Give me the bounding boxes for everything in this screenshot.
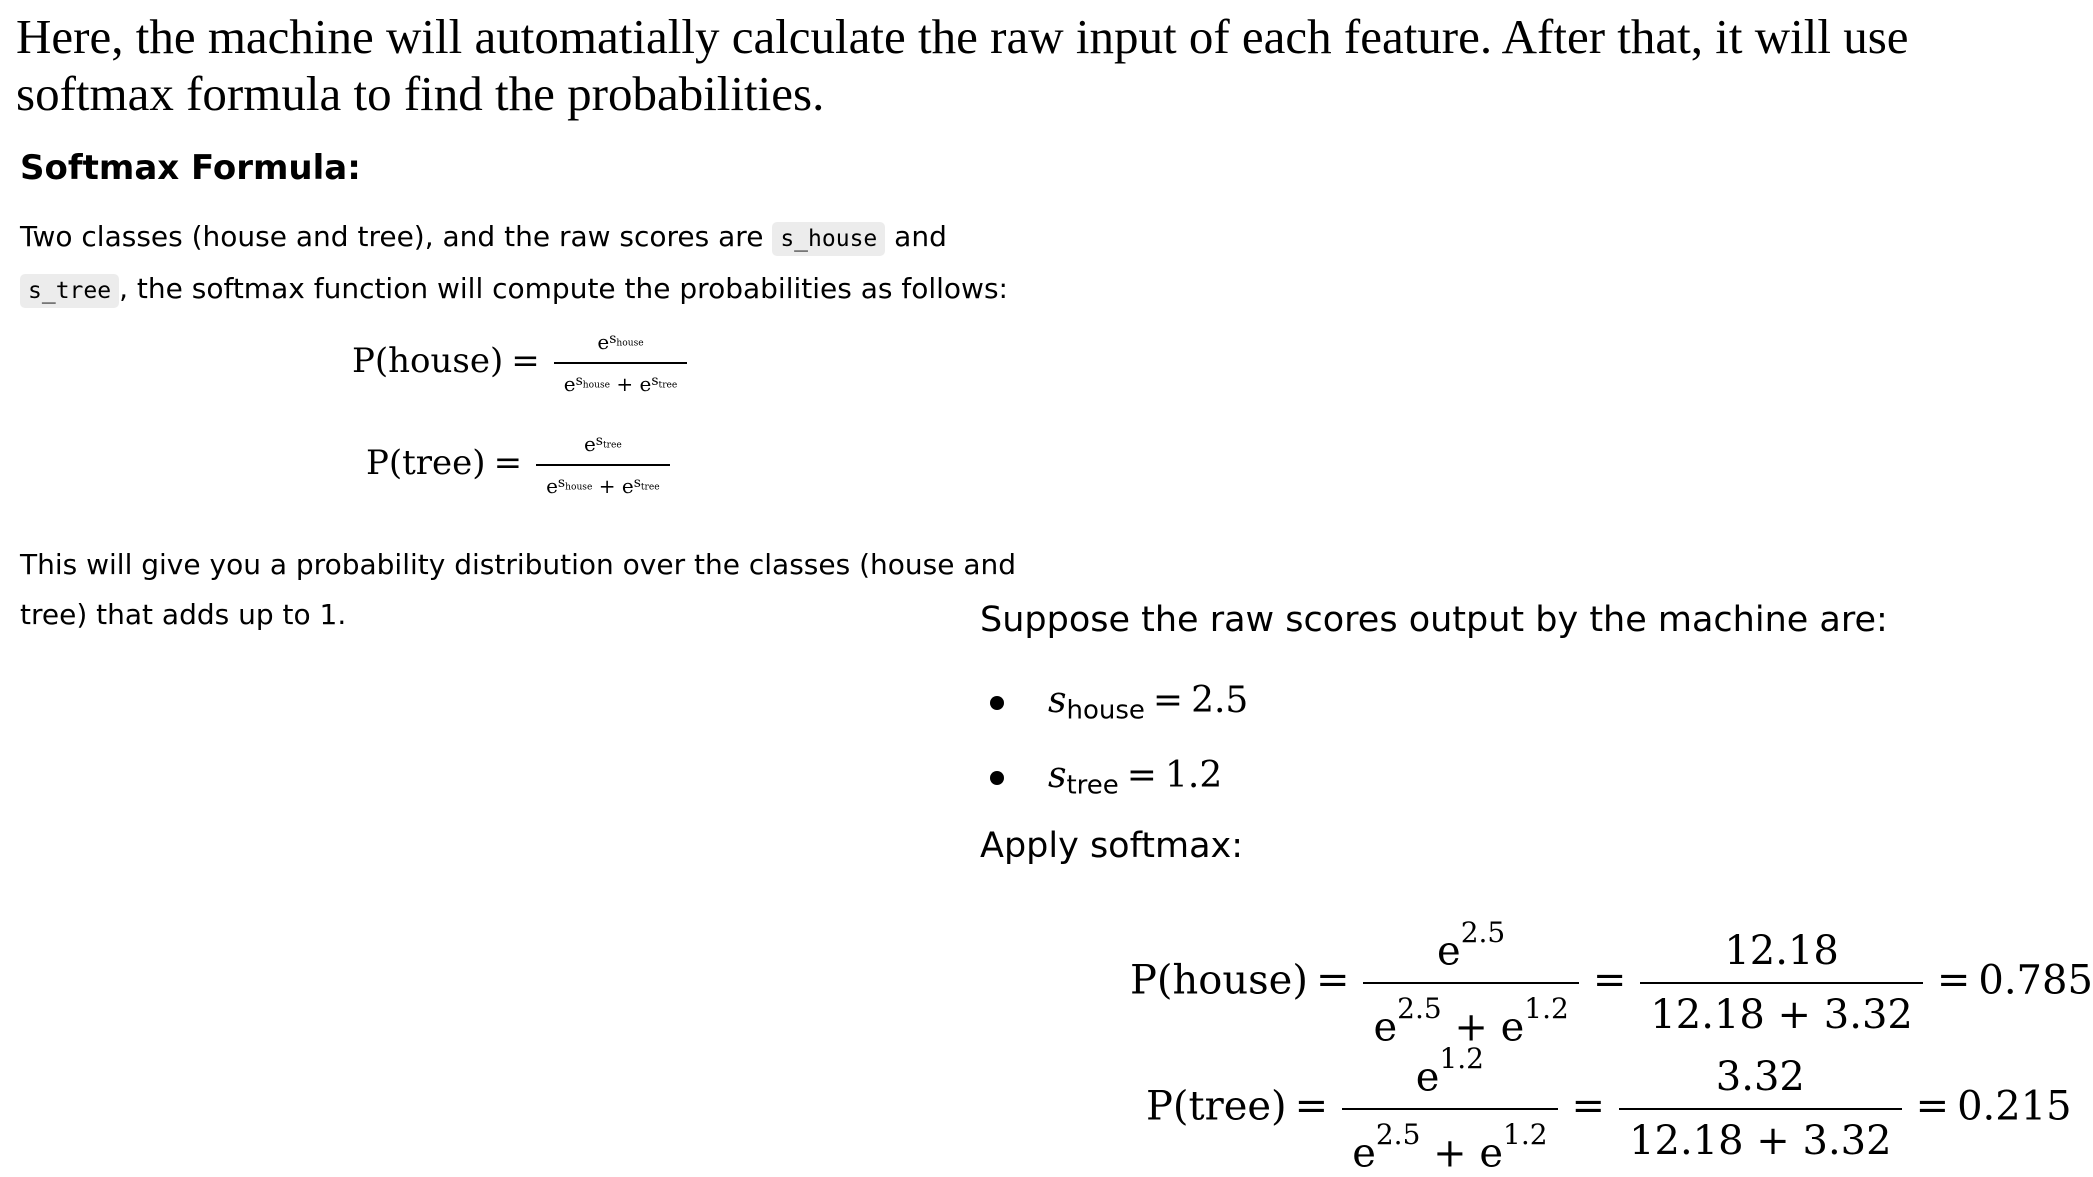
equals-sign: = xyxy=(1126,754,1157,796)
sub-house: house xyxy=(582,379,611,390)
exp-s-tree xyxy=(634,475,660,491)
denominator: $e^{2.5} + e^{1.2}$ xyxy=(1342,1108,1557,1176)
bullet-icon xyxy=(990,696,1004,710)
e-symbol: e xyxy=(563,372,576,396)
exp-s-house xyxy=(609,331,643,347)
calc-tree-lhs: P(tree) xyxy=(1146,1083,1287,1130)
formula-house xyxy=(352,330,693,396)
calc-tree-exp-fraction xyxy=(1342,1042,1557,1177)
denominator: $e^{2.5} + e^{1.2}$ xyxy=(1363,982,1578,1050)
exponent: 1.2 xyxy=(1439,1042,1484,1075)
formula-house-numerator xyxy=(587,330,653,362)
plus-sign: + xyxy=(616,372,634,396)
scores-list xyxy=(990,665,1248,815)
equals-sign: = xyxy=(1936,957,1971,1004)
numerator: 12.18 xyxy=(1724,928,1839,975)
bullet-icon xyxy=(990,771,1004,785)
formula-house-fraction xyxy=(554,330,688,396)
plus-sign: + xyxy=(1454,1004,1488,1051)
code-s-tree: s_tree xyxy=(20,274,119,308)
formula-tree-denominator xyxy=(536,464,670,498)
equals-sign: = xyxy=(1152,679,1184,721)
calc-house-value-fraction xyxy=(1640,928,1923,1038)
description-text-3: , the softmax function will compute the probabilities as follows: xyxy=(119,272,1008,305)
code-s-house: s_house xyxy=(772,222,885,256)
formula-tree-lhs: P(tree) xyxy=(366,443,486,483)
exponent: 2.5 xyxy=(1375,1118,1421,1152)
apply-label: Apply softmax: xyxy=(980,826,1244,866)
exponent: 1.2 xyxy=(1503,1118,1548,1152)
formula-tree-numerator xyxy=(574,432,632,464)
equals-sign: = xyxy=(1315,957,1350,1004)
list-item xyxy=(990,665,1248,740)
description-text-1: Two classes (house and tree), and the raw scores are xyxy=(20,220,773,253)
calc-house-result: 0.785 xyxy=(1978,957,2093,1004)
exponent: 2.5 xyxy=(1460,916,1506,949)
exp-s-house xyxy=(558,475,592,491)
s-symbol: s xyxy=(595,432,603,449)
softmax-description xyxy=(20,212,1020,316)
s-symbol: s xyxy=(651,372,659,389)
e-symbol: e xyxy=(546,474,558,498)
denominator: 12.18 + 3.32 xyxy=(1640,982,1923,1038)
formula-tree-eq: = xyxy=(493,443,523,483)
calc-tree-value-fraction xyxy=(1619,1054,1902,1164)
sub-tree: tree xyxy=(1066,770,1119,801)
calc-house-lhs: P(house) xyxy=(1130,957,1308,1004)
e-symbol: e xyxy=(597,330,610,354)
formula-tree xyxy=(366,432,676,498)
equals-sign: = xyxy=(1294,1083,1329,1130)
intro-text: Here, the machine will automatially calculate the raw input of each feature. After that, it will use softmax formula to find the probabilities. xyxy=(16,9,1909,121)
numerator: $e^{1.2}$ xyxy=(1415,1042,1484,1101)
exp-s-house xyxy=(576,373,610,389)
equals-sign: = xyxy=(1571,1083,1606,1130)
sub-house: house xyxy=(616,337,644,348)
numerator: $e^{2.5}$ xyxy=(1437,916,1506,975)
example-heading: Suppose the raw scores output by the machine are: xyxy=(980,600,1888,640)
plus-sign: + xyxy=(598,474,616,498)
calc-house-exp-fraction xyxy=(1363,916,1578,1051)
score-tree xyxy=(1048,755,1222,801)
numerator: 3.32 xyxy=(1715,1054,1805,1101)
s-symbol: s xyxy=(1048,754,1067,796)
s-symbol: s xyxy=(575,372,583,389)
description-text-2: and xyxy=(885,220,947,253)
score-value: 1.2 xyxy=(1164,754,1223,796)
denominator: 12.18 + 3.32 xyxy=(1619,1108,1902,1164)
sub-house: house xyxy=(565,481,593,492)
distribution-note: This will give you a probability distribution over the classes (house and tree) that adds up to 1. xyxy=(20,548,1017,631)
score-house xyxy=(1048,680,1248,726)
list-item xyxy=(990,740,1248,815)
sub-house: house xyxy=(1066,695,1145,726)
formula-house-lhs: P(house) xyxy=(352,341,504,381)
sub-tree: tree xyxy=(602,439,622,450)
s-symbol: s xyxy=(633,474,641,491)
formula-house-denominator xyxy=(554,362,688,396)
score-value: 2.5 xyxy=(1191,679,1249,721)
e-symbol: e xyxy=(583,432,596,456)
formula-house-eq: = xyxy=(511,341,540,381)
exp-s-tree xyxy=(651,373,677,389)
s-symbol: s xyxy=(609,330,617,347)
e-symbol: e xyxy=(639,372,652,396)
e-symbol: e xyxy=(621,474,634,498)
section-heading: Softmax Formula: xyxy=(20,148,361,188)
equals-sign: = xyxy=(1915,1083,1950,1130)
exponent: 2.5 xyxy=(1397,992,1442,1026)
equals-sign: = xyxy=(1592,957,1627,1004)
calc-tree-result: 0.215 xyxy=(1957,1083,2072,1130)
exp-s-tree xyxy=(596,433,622,449)
s-symbol: s xyxy=(1048,679,1067,721)
formula-tree-fraction xyxy=(536,432,670,498)
plus-sign: + xyxy=(1433,1130,1467,1177)
calc-house xyxy=(1130,916,2093,1051)
sub-tree: tree xyxy=(658,379,678,390)
exponent: 1.2 xyxy=(1524,992,1569,1026)
s-symbol: s xyxy=(557,474,566,491)
sub-tree: tree xyxy=(640,481,660,492)
calc-tree xyxy=(1146,1042,2072,1177)
